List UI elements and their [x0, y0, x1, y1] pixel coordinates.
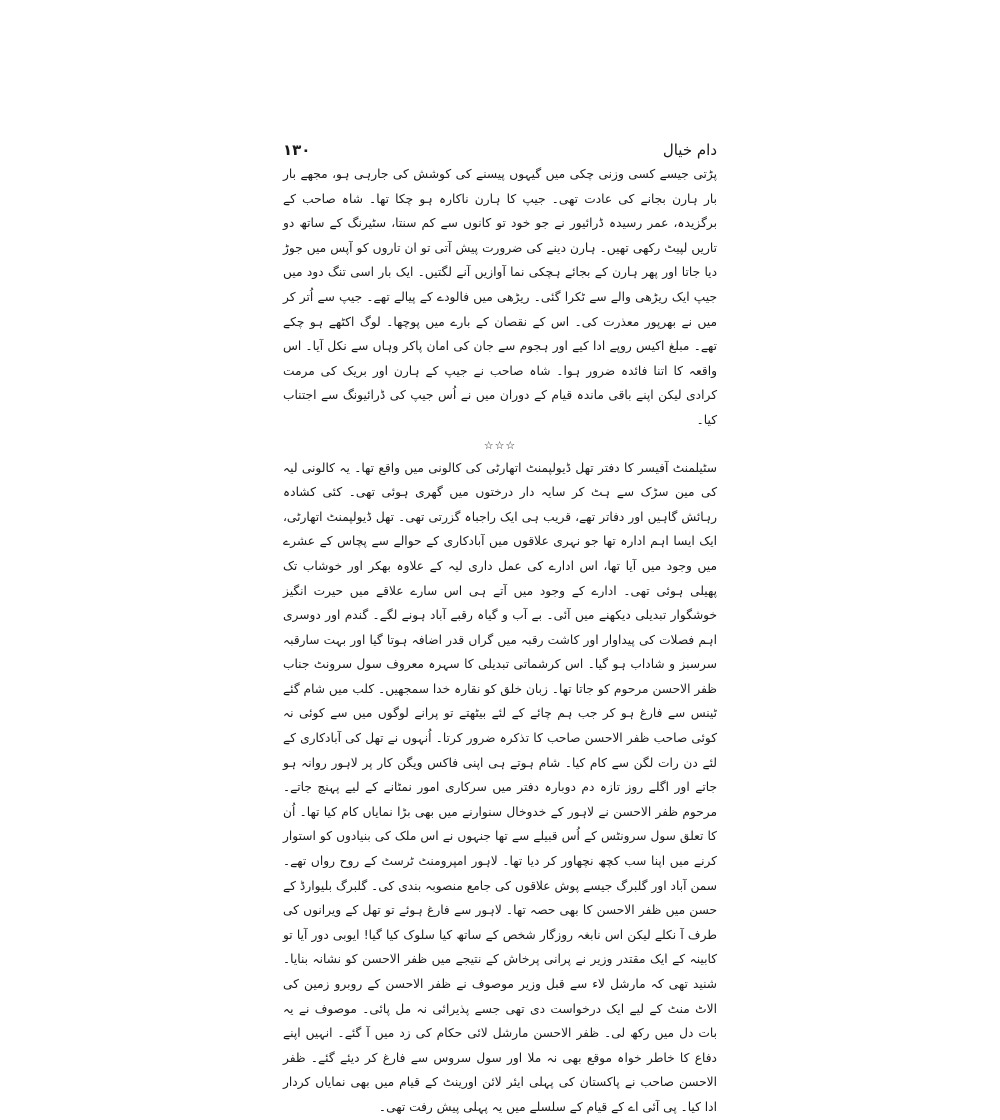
page-header	[283, 140, 717, 164]
running-title: دام خیال	[662, 141, 717, 159]
page-number: ۱۳۰	[283, 141, 311, 159]
section-break-ornament: ☆☆☆	[483, 438, 517, 452]
paragraph-1: پڑتی جیسے کسی وزنی چکی میں گیہوں پیسنے کی کوشش کی جارہی ہو، مجھے بار بار ہارن بجانے کی عادت تھی۔ جیپ کا ہارن ناکارہ ہو چکا تھا۔ شاہ صاحب کے برگزیدہ، عمر رسیدہ ڈرائیور نے جو خود تو کانوں سے کم سنتا، سٹیرنگ کے ساتھ دو تاریں لپیٹ رکھی تھیں۔ ہارن دینے کی ضرورت پیش آتی تو ان تاروں کو آپس میں جوڑ دیا جاتا اور پھر ہارن کے بجائے ہچکی نما آوازیں آنے لگتیں۔ ایک بار اسی تنگ دود میں جیپ ایک ریڑھی والے سے ٹکرا گئی۔ ریڑھی میں فالودے کے پیالے تھے۔ جیپ سے اُتر کر میں نے بھرپور معذرت کی۔ اس کے نقصان کے بارے میں پوچھا۔ لوگ اکٹھے ہو چکے تھے۔ مبلغ اکیس روپے ادا کیے اور ہجوم سے جان کی امان پاکر وہاں سے نکل آیا۔ اس واقعہ کا اتنا فائدہ ضرور ہوا۔ شاہ صاحب نے جیپ کے ہارن اور بریک کی مرمت کرادی لیکن اپنے باقی ماندہ قیام کے دوران میں نے اُس جیپ کی ڈرائیونگ سے اجتناب کیا۔	[283, 167, 717, 427]
paragraph-2: سٹیلمنٹ آفیسر کا دفتر تھل ڈیولپمنٹ اتھارٹی کی کالونی میں واقع تھا۔ یہ کالونی لیہ کی مین سڑک سے ہٹ کر سایہ دار درختوں میں گھری ہوئی تھی۔ کئی کشادہ رہائش گاہیں اور دفاتر تھے، قریب ہی ایک راجباہ گزرتی تھی۔ تھل ڈیولپمنٹ اتھارٹی، ایک ایسا اہم ادارہ تھا جو نہری علاقوں میں آبادکاری کے حوالے سے پچاس کے عشرے میں وجود میں آیا تھا، اس ادارے کی عمل داری لیہ کے علاوہ بھکر اور خوشاب تک پھیلی ہوئی تھی۔ ادارے کے وجود میں آتے ہی اس سارے علاقے میں حیرت انگیز خوشگوار تبدیلی دیکھنے میں آئی۔ بے آب و گیاہ رقبے آباد ہونے لگے۔ گندم اور دوسری اہم فصلات کی پیداوار اور کاشت رقبہ میں گراں قدر اضافہ ہوتا گیا اور بہت سارقبہ سرسبز و شاداب ہو گیا۔ اس کرشماتی تبدیلی کا سہرہ معروف سول سرونٹ جناب ظفر الاحسن مرحوم کو جاتا تھا۔ زبان خلق کو نقارہ خدا سمجھیں۔ کلب میں شام گئے ٹینس سے فارغ ہو کر جب ہم چائے کے لئے بیٹھتے تو پرانے لوگوں میں سے کوئی نہ کوئی صاحب ظفر الاحسن صاحب کا تذکرہ ضرور کرتا۔ اُنہوں نے تھل کی آبادکاری کے لئے دن رات لگن سے کام کیا۔ شام ہوتے ہی اپنی فاکس ویگن کار پر لاہور روانہ ہو جاتے اور اگلے روز تازہ دم دوبارہ دفتر میں سرکاری امور نمٹانے کے لیے پہنچ جاتے۔ مرحوم ظفر الاحسن نے لاہور کے خدوخال سنوارنے میں بھی بڑا نمایاں کام کیا تھا۔ اُن کا تعلق سول سرونٹس کے اُس قبیلے سے تھا جنہوں نے اس ملک کی بنیادوں کو استوار کرنے میں اپنا سب کچھ نچھاور کر دیا تھا۔ لاہور امپرومنٹ ٹرسٹ کے روح رواں تھے۔ سمن آباد اور گلبرگ جیسے پوش علاقوں کی جامع منصوبہ بندی کی۔ گلبرگ بلیوارڈ کے حسن میں ظفر الاحسن کا بھی حصہ تھا۔ لاہور سے فارغ ہوئے تو تھل کے ویرانوں کی طرف آ نکلے لیکن اس نابغہ روزگار شخص کے ساتھ کیا سلوک کیا گیا! ایوبی دور آیا تو کابینہ کے ایک مقتدر وزیر نے پرانی پرخاش کے نتیجے میں ظفر الاحسن کو نشانہ بنایا۔ شنید تھی کہ مارشل لاء سے قبل وزیر موصوف نے ظفر الاحسن کے روبرو زمین کی الاٹ منٹ کے لیے ایک درخواست دی تھی جسے پذیرائی نہ مل پائی۔ موصوف نے یہ بات دل میں رکھ لی۔ ظفر الاحسن مارشل لائی حکام کی زد میں آ گئے۔ انہیں اپنے دفاع کا خاطر خواہ موقع بھی نہ ملا اور سول سروس سے فارغ کر دیئے گئے۔ ظفر الاحسن صاحب نے پاکستان کی پہلی ایئر لائن اورینٹ کے قیام میں بھی نمایاں کردار ادا کیا۔ پی آئی اے کے قیام کے سلسلے میں یہ پہلی پیش رفت تھی۔	[283, 460, 717, 1114]
body-text	[283, 162, 717, 1120]
